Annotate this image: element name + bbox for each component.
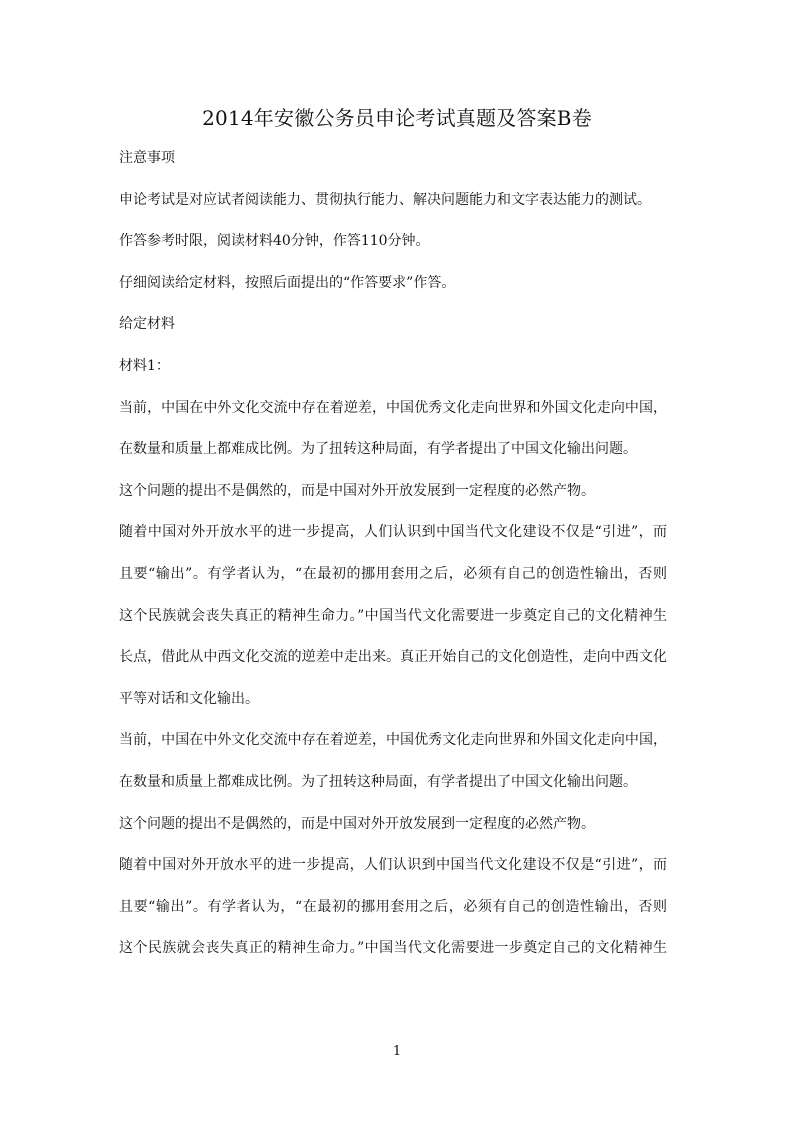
paragraph-line: 这个问题的提出不是偶然的，而是中国对外开放发展到一定程度的必然产物。 — [119, 815, 595, 832]
document-title: 2014年安徽公务员申论考试真题及答案B卷 — [202, 106, 592, 130]
paragraph-line: 长点，借此从中西文化交流的逆差中走出来。真正开始自己的文化创造性，走向中西文化 — [119, 649, 667, 666]
paragraph-line: 且要“输出”。有学者认为，“在最初的挪用套用之后，必须有自己的创造性输出，否则 — [119, 565, 667, 582]
paragraph-line: 当前，中国在中外文化交流中存在着逆差，中国优秀文化走向世界和外国文化走向中国， — [119, 732, 667, 749]
paragraph-line: 当前，中国在中外文化交流中存在着逆差，中国优秀文化走向世界和外国文化走向中国， — [119, 399, 667, 416]
text-line-time-limit: 作答参考时限，阅读材料40分钟，作答110分钟。 — [119, 233, 430, 250]
document-body — [119, 146, 667, 978]
text-line-instruction: 仔细阅读给定材料，按照后面提出的“作答要求”作答。 — [119, 274, 456, 291]
paragraph-line: 且要“输出”。有学者认为，“在最初的挪用套用之后，必须有自己的创造性输出，否则 — [119, 898, 667, 915]
text-line-exam-description: 申论考试是对应试者阅读能力、贯彻执行能力、解决问题能力和文字表达能力的测试。 — [119, 191, 651, 208]
paragraph-line: 平等对话和文化输出。 — [119, 690, 259, 707]
page-number: 1 — [392, 1044, 402, 1059]
paragraph-line: 随着中国对外开放水平的进一步提高，人们认识到中国当代文化建设不仅是“引进”，而 — [119, 857, 667, 874]
paragraph-line: 在数量和质量上都难成比例。为了扭转这种局面，有学者提出了中国文化输出问题。 — [119, 773, 637, 790]
paragraph-line: 在数量和质量上都难成比例。为了扭转这种局面，有学者提出了中国文化输出问题。 — [119, 441, 637, 458]
paragraph-line: 这个民族就会丧失真正的精神生命力。”中国当代文化需要进一步奠定自己的文化精神生 — [119, 940, 667, 957]
text-line-notice-heading: 注意事项 — [119, 150, 175, 166]
text-line-materials-heading: 给定材料 — [119, 316, 175, 333]
paragraph-line: 这个问题的提出不是偶然的，而是中国对外开放发展到一定程度的必然产物。 — [119, 482, 595, 499]
paragraph-line: 这个民族就会丧失真正的精神生命力。”中国当代文化需要进一步奠定自己的文化精神生 — [119, 607, 667, 624]
text-line-material-1-label: 材料1： — [119, 357, 170, 374]
paragraph-line: 随着中国对外开放水平的进一步提高，人们认识到中国当代文化建设不仅是“引进”，而 — [119, 524, 667, 541]
